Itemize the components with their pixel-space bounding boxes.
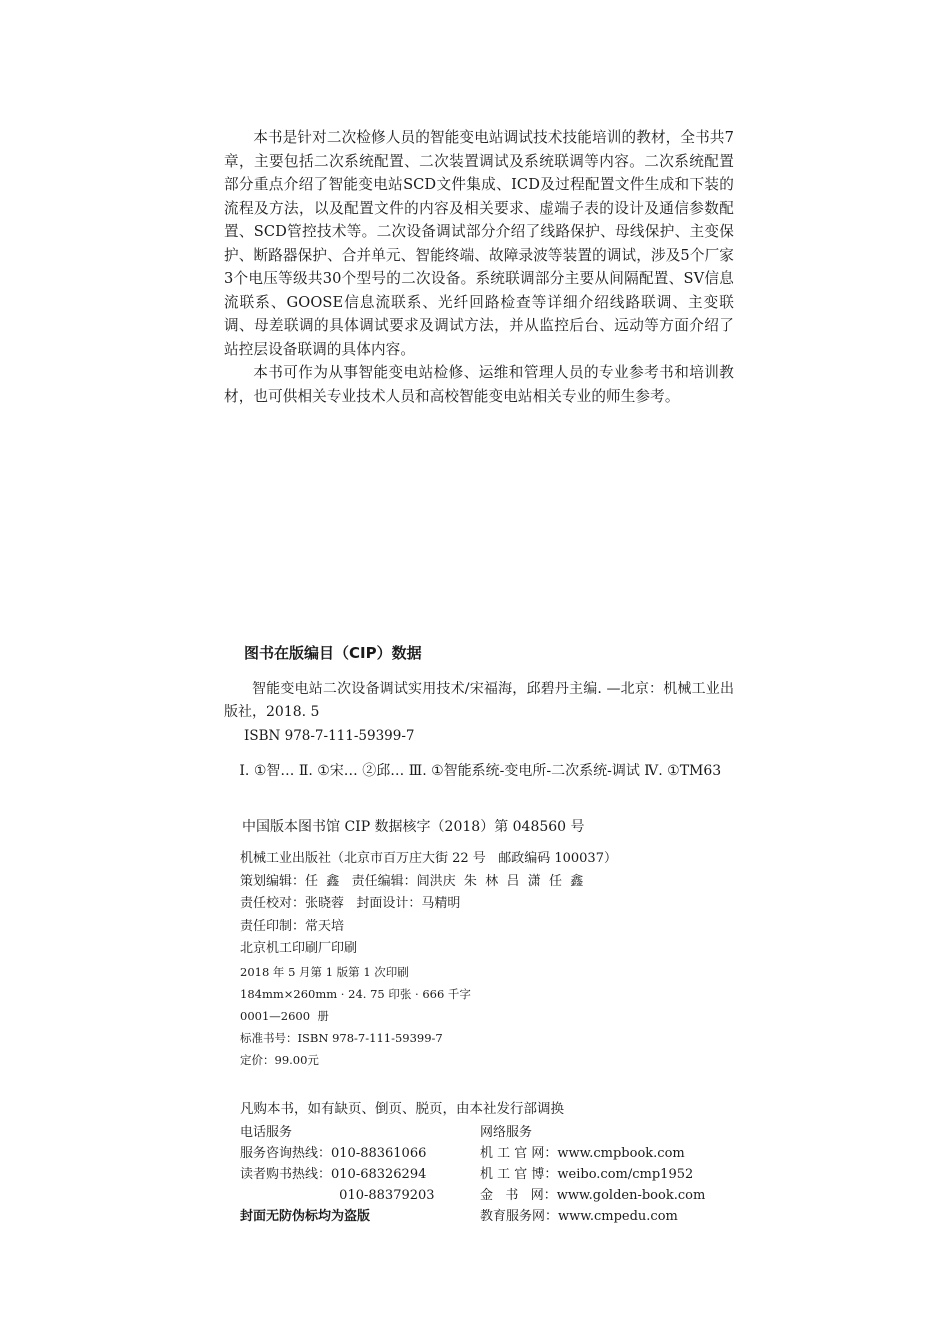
abstract-paragraph-2: 本书可作为从事智能变电站检修、运维和管理人员的专业参考书和培训教材，也可供相关专业技术人员和高校智能变电站相关专业的师生参考。 bbox=[224, 364, 734, 405]
planning-editor-line: 策划编辑：任 鑫 责任编辑：闾洪庆 朱 林 吕 潇 任 鑫 bbox=[240, 873, 584, 889]
official-weibo: 机 工 官 博：weibo.com/cmp1952 bbox=[480, 1167, 694, 1182]
cip-catalog-number: 中国版本图书馆 CIP 数据核字（2018）第 048560 号 bbox=[242, 819, 585, 835]
price-line: 定价：99.00元 bbox=[240, 1052, 319, 1067]
print-manager-line: 责任印制：常天培 bbox=[240, 918, 345, 934]
web-service-header: 网络服务 bbox=[480, 1125, 533, 1140]
service-block bbox=[240, 1098, 720, 1227]
extra-hotline: 010-88379203 bbox=[240, 1188, 435, 1203]
publisher-line: 机械工业出版社（北京市百万庄大街 22 号 邮政编码 100037） bbox=[240, 851, 617, 866]
cip-isbn: ISBN 978-7-111-59399-7 bbox=[244, 728, 415, 744]
abstract-paragraph-1: 本书是针对二次检修人员的智能变电站调试技术技能培训的教材，全书共7章，主要包括二次系统配置、二次装置调试及系统联调等内容。二次系统配置部分重点介绍了智能变电站SCD文件集成、ICD及过程配置文件生成和下装的流程及方法，以及配置文件的内容及相关要求、虚端子表的设计及通信参数配置、SCD管控技术等。二次设备调试部分介绍了线路保护、母线保护、主变保护、断路器保护、合并单元、智能终端、故障录波等装置的调试，涉及5个厂家3个电压等级共30个型号的二次设备。系统联调部分主要从间隔配置、SV信息流联系、GOOSE信息流联系、光纤回路检查等详细介绍线路联调、主变联调、母差联调的具体调试要求及调试方法，并从监控后台、远动等方面介绍了站控层设备联调的具体内容。 bbox=[224, 129, 734, 358]
anti-counterfeit-notice: 封面无防伪标均为盗版 bbox=[240, 1209, 371, 1224]
imprint-block bbox=[240, 848, 617, 1071]
edition-line: 2018 年 5 月第 1 版第 1 次印刷 bbox=[240, 964, 409, 979]
proofreader-line: 责任校对：张晓蓉 封面设计：马精明 bbox=[240, 896, 461, 911]
education-website: 教育服务网：www.cmpedu.com bbox=[480, 1209, 678, 1224]
format-line: 184mm×260mm · 24. 75 印张 · 666 千字 bbox=[240, 986, 471, 1001]
consult-hotline: 服务咨询热线：010-88361066 bbox=[240, 1146, 427, 1161]
cip-title: 图书在版编目（CIP）数据 bbox=[244, 644, 422, 662]
replacement-notice: 凡购本书，如有缺页、倒页、脱页，由本社发行部调换 bbox=[240, 1101, 564, 1117]
official-website: 机 工 官 网：www.cmpbook.com bbox=[480, 1146, 685, 1161]
book-abstract bbox=[224, 126, 734, 408]
phone-service-header: 电话服务 bbox=[240, 1125, 293, 1140]
cip-entry: 智能变电站二次设备调试实用技术/宋福海，邱碧丹主编. —北京：机械工业出版社，2018. 5 bbox=[224, 681, 734, 720]
cip-classification: Ⅰ. ①智… Ⅱ. ①宋… ②邱… Ⅲ. ①智能系统-变电所-二次系统-调试 Ⅳ. ①TM63 bbox=[239, 763, 722, 779]
print-run-line: 0001—2600 册 bbox=[240, 1008, 329, 1023]
service-grid bbox=[240, 1122, 720, 1227]
standard-number-line: 标准书号：ISBN 978-7-111-59399-7 bbox=[240, 1030, 443, 1045]
reader-hotline: 读者购书热线：010-68326294 bbox=[240, 1167, 427, 1182]
printer-line: 北京机工印刷厂印刷 bbox=[240, 941, 358, 956]
golden-book-website: 金 书 网：www.golden-book.com bbox=[480, 1188, 706, 1203]
